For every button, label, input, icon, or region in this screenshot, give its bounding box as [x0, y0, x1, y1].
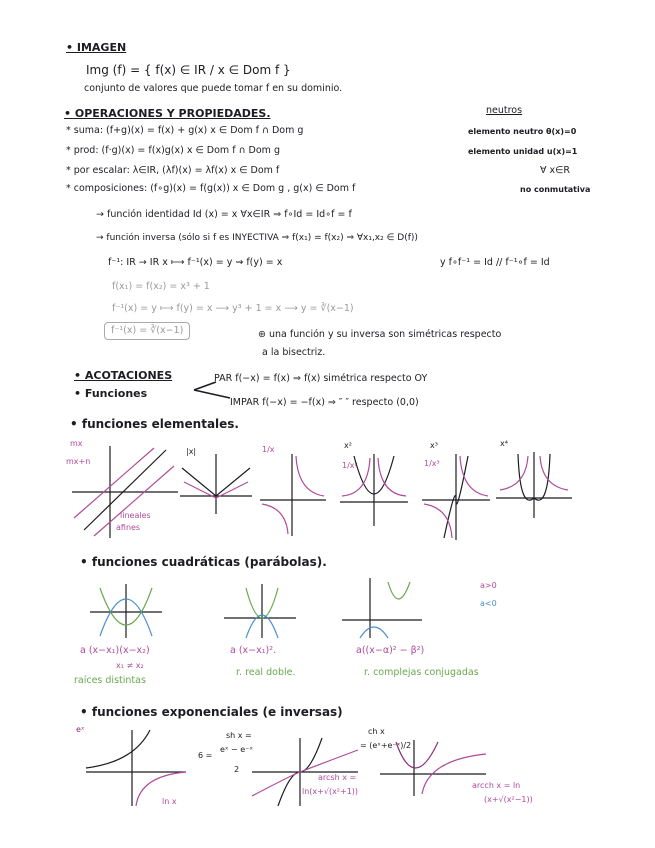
quad-form-1c: raíces distintas — [74, 675, 146, 686]
sym-note: ⊛ una función y su inversa son simétricas respecto — [258, 329, 502, 340]
label-inv: 1/x — [262, 445, 275, 454]
quad-form-2: a (x−x₁)². — [230, 645, 277, 656]
label-chx: ch x — [368, 727, 385, 736]
label-a-pos: a>0 — [480, 581, 497, 590]
label-sh-eq: 6 = — [198, 751, 213, 760]
inversa: → función inversa (sólo si f es INYECTIVA ⇒ f(x₁) = f(x₂) ⇒ ∀x₁,x₂ ∈ D(f)) — [96, 233, 418, 243]
quad-form-1b: x₁ ≠ x₂ — [116, 661, 144, 670]
op-prod-neutro: elemento unidad u(x)=1 — [468, 147, 578, 156]
op-suma-neutro: elemento neutro θ(x)=0 — [468, 127, 577, 136]
neutros-label: neutros — [486, 105, 523, 116]
label-x2: x² — [344, 441, 352, 450]
inversa-comp: y f∘f⁻¹ = Id // f⁻¹∘f = Id — [440, 257, 550, 268]
op-composicion: * composiciones: (f∘g)(x) = f(g(x)) x ∈ Dom g , g(x) ∈ Dom f — [66, 183, 356, 194]
acotaciones: • ACOTACIONES — [74, 369, 173, 382]
label-x3: x³ — [430, 441, 438, 450]
example-1: f(x₁) = f(x₂) = x³ + 1 — [112, 281, 210, 292]
label-arcsh-2: ln(x+√(x²+1)) — [302, 787, 359, 796]
op-prod: * prod: (f·g)(x) = f(x)g(x) x ∈ Dom f ∩ Dom g — [66, 145, 280, 156]
imagen-desc: conjunto de valores que puede tomar f en su dominio. — [84, 83, 343, 94]
example-2: f⁻¹(x) = y ⟼ f(y) = x ⟶ y³ + 1 = x ⟶ y = ∛(x−1) — [112, 303, 354, 314]
label-x4: x⁴ — [500, 439, 508, 448]
imagen-def: Img (f) = { f(x) ∈ IR / x ∈ Dom f } — [86, 63, 291, 77]
label-ch-formula: = (eˣ+e⁻ˣ)/2 — [360, 741, 412, 750]
par-def: PAR f(−x) = f(x) ⇒ f(x) simétrica respecto OY — [214, 373, 428, 384]
label-inv3: 1/x³ — [424, 459, 440, 468]
quad-form-1: a (x−x₁)(x−x₂) — [80, 645, 150, 656]
label-arcch: arcch x = ln — [472, 781, 521, 790]
quad-form-3b: r. complejas conjugadas — [364, 667, 479, 678]
bracket-arrows — [190, 372, 238, 408]
identidad: → función identidad Id (x) = x ∀x∈IR ⇒ f∘Id = Id∘f = f — [96, 209, 352, 220]
graph-x4 — [494, 450, 574, 520]
operaciones-heading: • OPERACIONES Y PROPIEDADES. — [64, 107, 271, 120]
label-arcch-2: (x+√(x²−1)) — [484, 795, 533, 804]
graph-parabola-3 — [340, 576, 424, 640]
quad-form-2b: r. real doble. — [236, 667, 296, 678]
graph-parabola-1 — [88, 582, 164, 640]
exponenciales-heading: • funciones exponenciales (e inversas) — [80, 705, 343, 719]
op-escalar-all: ∀ x∈R — [540, 165, 571, 176]
label-arcsh: arcsh x = — [318, 773, 357, 782]
graph-parabola-2 — [222, 582, 298, 640]
label-ex: eˣ — [76, 725, 85, 734]
label-mx: mx — [70, 439, 83, 448]
graph-x2 — [338, 452, 410, 528]
impar-def: IMPAR f(−x) = −f(x) ⇒ ″ ″ respecto (0,0) — [230, 397, 419, 408]
graph-inv — [258, 452, 328, 538]
cuadraticas-heading: • funciones cuadráticas (parábolas). — [80, 555, 327, 569]
elementales-heading: • funciones elementales. — [70, 417, 239, 431]
imagen-heading: • IMAGEN — [66, 41, 127, 54]
label-mxn: mx+n — [66, 457, 91, 466]
label-inv2: 1/x² — [342, 461, 358, 470]
inversa-map: f⁻¹: IR → IR x ⟼ f⁻¹(x) = y ⇝ f(y) = x — [108, 257, 283, 268]
label-sh-den: 2 — [234, 765, 240, 774]
label-lnx: ln x — [162, 797, 177, 806]
graph-abs — [178, 452, 254, 516]
example-box: f⁻¹(x) = ∛(x−1) — [104, 322, 190, 340]
label-shx: sh x = — [226, 731, 252, 740]
graph-exp — [84, 728, 188, 808]
graph-x3 — [420, 452, 492, 542]
op-suma: * suma: (f+g)(x) = f(x) + g(x) x ∈ Dom f ∩ Dom g — [66, 125, 304, 136]
op-escalar: * por escalar: λ∈IR, (λf)(x) = λf(x) x ∈ Dom f — [66, 165, 280, 176]
quad-form-3: a((x−α)² − β²) — [356, 645, 425, 656]
label-afines: afines — [116, 523, 141, 532]
graph-sinh — [250, 736, 360, 808]
funciones-label: • Funciones — [74, 387, 148, 400]
label-sh-formula: eˣ − e⁻ˣ — [220, 745, 253, 754]
label-a-neg: a<0 — [480, 599, 497, 608]
op-comp-note: no conmutativa — [520, 185, 591, 194]
label-abs: |x| — [186, 447, 197, 456]
sym-note-2: a la bisectriz. — [262, 347, 326, 358]
label-lineales: lineales — [120, 511, 151, 520]
